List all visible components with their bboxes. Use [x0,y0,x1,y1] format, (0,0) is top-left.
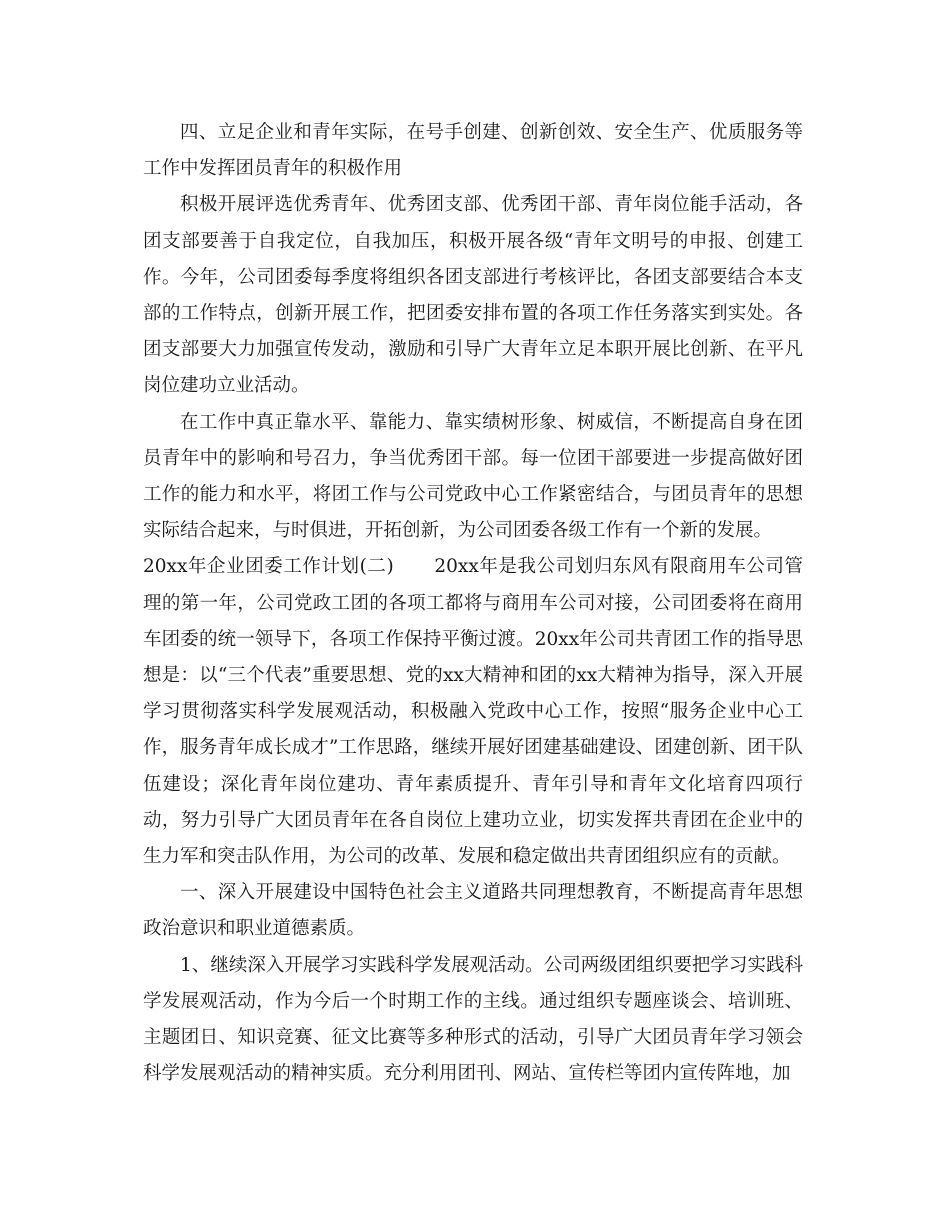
paragraph-activities: 积极开展评选优秀青年、优秀团支部、优秀团干部、青年岗位能手活动，各团支部要善于自我定位，自我加压，积极开展各级“青年文明号的申报、创建工作。今年，公司团委每季度将组织各团支部进行考核评比，各团支部要结合本支部的工作特点，创新开展工作，把团委安排布置的各项工作任务落实到实处。各团支部要大力加强宣传发动，激励和引导广大青年立足本职开展比创新、在平凡岗位建功立业活动。 [143,194,803,397]
section-heading-four: 四、立足企业和青年实际，在号手创建、创新创效、安全生产、优质服务等工作中发挥团员青年的积极作用 [143,122,803,180]
paragraph-cadre: 在工作中真正靠水平、靠能力、靠实绩树形象、树威信，不断提高自身在团员青年中的影响和号召力，争当优秀团干部。每一位团干部要进一步提高做好团工作的能力和水平，将团工作与公司党政中心工作紧密结合，与团员青年的思想实际结合起来，与时俱进，开拓创新，为公司团委各级工作有一个新的发展。 [143,411,803,542]
paragraph-plan-two [143,549,803,875]
plan-two-heading: 20xx年企业团委工作计划(二) [143,556,394,578]
section-heading-one: 一、深入开展建设中国特色社会主义道路共同理想教育，不断提高青年思想政治意识和职业道德素质。 [143,882,803,940]
document-page [143,115,803,1092]
plan-two-body: 20xx年是我公司划归东风有限商用车公司管理的第一年，公司党政工团的各项工都将与商用车公司对接，公司团委将在商用车团委的统一领导下，各项工作保持平衡过渡。20xx年公司共青团工作的指导思想是：以“三个代表”重要思想、党的xx大精神和团的xx大精神为指导，深入开展学习贯彻落实科学发展观活动，积极融入党政中心工作，按照“服务企业中心工作，服务青年成长成才”工作思路，继续开展好团建基础建设、团建创新、团干队伍建设；深化青年岗位建功、青年素质提升、青年引导和青年文化培育四项行动，努力引导广大团员青年在各自岗位上建功立业，切实发挥共青团在企业中的生力军和突击队作用，为公司的改革、发展和稳定做出共青团组织应有的贡献。 [143,556,803,868]
paragraph-item-one: 1、继续深入开展学习实践科学发展观活动。公司两级团组织要把学习实践科学发展观活动，作为今后一个时期工作的主线。通过组织专题座谈会、培训班、主题团日、知识竞赛、征文比赛等多种形式的活动，引导广大团员青年学习领会科学发展观活动的精神实质。充分利用团刊、网站、宣传栏等团内宣传阵地，加 [143,954,803,1085]
